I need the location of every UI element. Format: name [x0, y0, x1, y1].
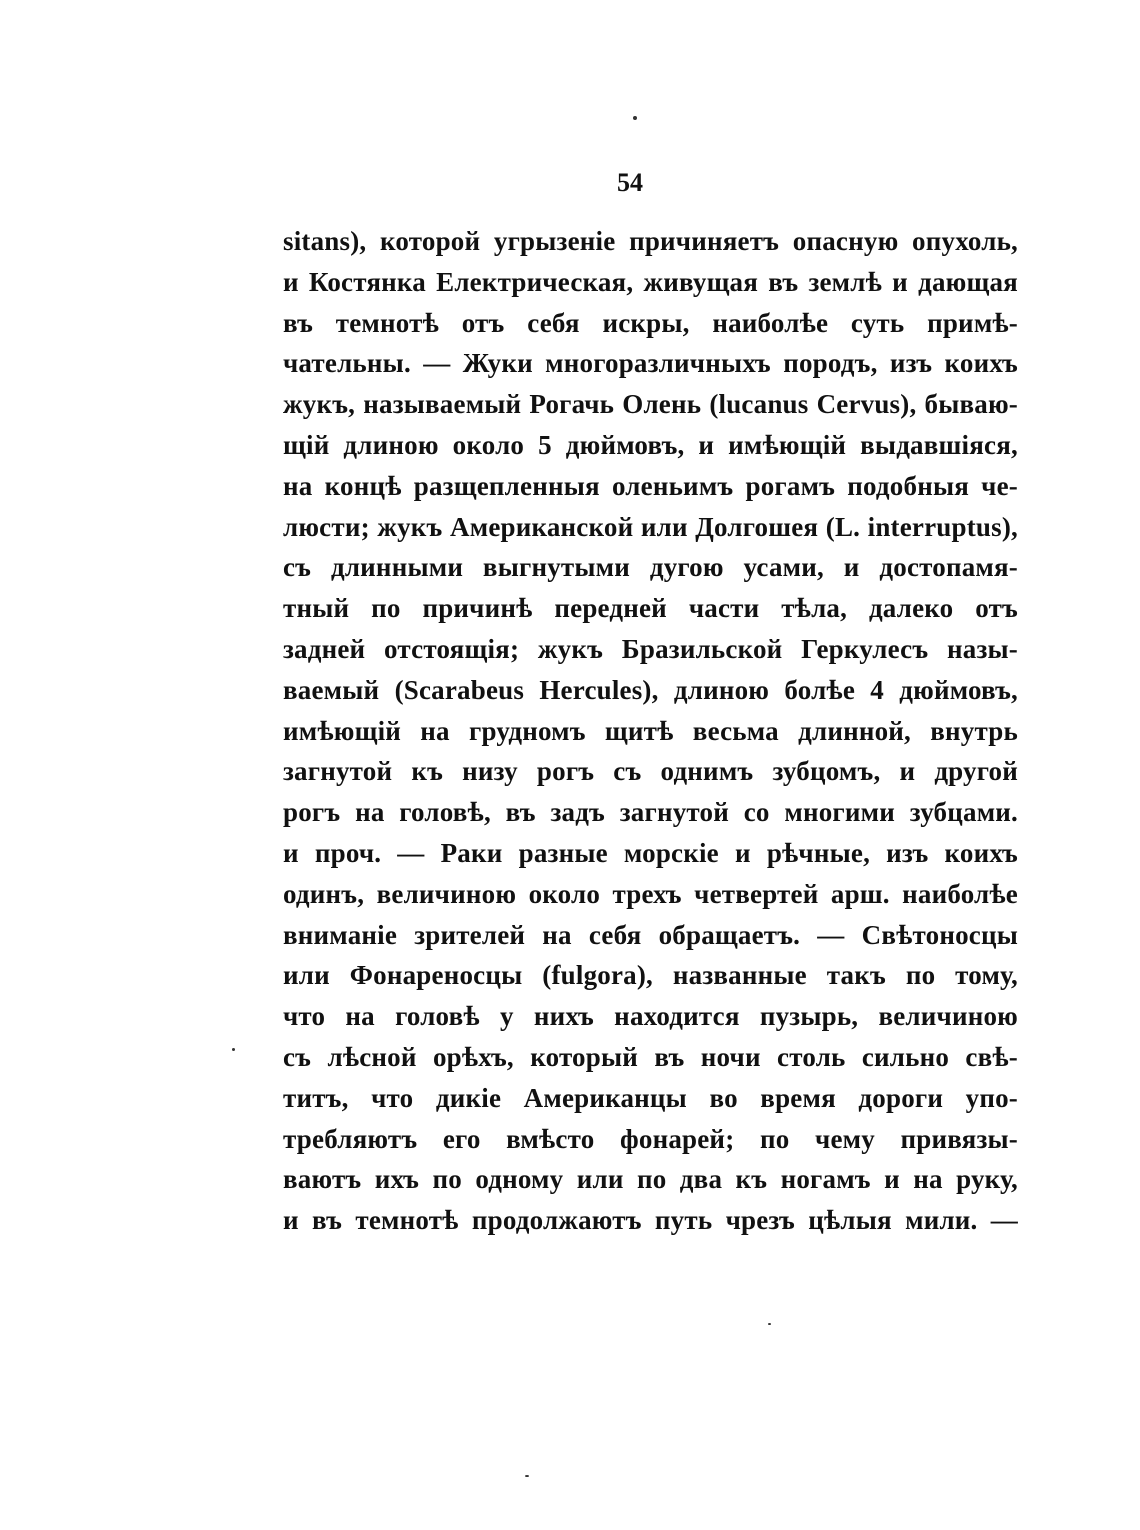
text-line: и въ темнотѣ продолжаютъ путь чрезъ цѣлыя мили. — — [283, 1205, 1018, 1236]
ink-speck — [232, 1048, 235, 1051]
text-line: требляютъ его вмѣсто фонарей; по чему привязы- — [283, 1123, 1018, 1154]
text-line: или Фонареносцы (fulgora), названные такъ по тому, — [283, 960, 1018, 991]
text-line: и Костянка Електрическая, живущая въ землѣ и дающая — [283, 266, 1018, 297]
text-line: ваемый (Scarabeus Hercules), длиною болѣе 4 дюймовъ, — [283, 674, 1018, 705]
text-line: въ темнотѣ отъ себя искры, наиболѣе суть примѣ- — [283, 307, 1018, 338]
text-line: имѣющій на грудномъ щитѣ весьма длинной, внутрь — [283, 715, 1018, 746]
text-line: щій длиною около 5 дюймовъ, и имѣющій выдавшіяся, — [283, 429, 1018, 460]
ink-speck — [768, 1323, 771, 1325]
text-line: что на головѣ у нихъ находится пузырь, величиною — [283, 1001, 1018, 1032]
text-line: sitans), которой угрызеніе причиняетъ опасную опухоль, — [283, 226, 1018, 256]
text-line: рогъ на головѣ, въ задъ загнутой со многими зубцами. — [283, 797, 1018, 828]
text-line: люсти; жукъ Американской или Долгошея (L. interruptus), — [283, 511, 1018, 542]
text-line: ваютъ ихъ по одному или по два къ ногамъ и на руку, — [283, 1164, 1018, 1195]
page-number: 54 — [617, 168, 643, 197]
text-line: съ длинными выгнутыми дугою усами, и достопамя- — [283, 552, 1018, 583]
body-text — [283, 221, 1018, 1241]
text-line: одинъ, величиною около трехъ четвертей арш. наиболѣе — [283, 878, 1018, 909]
text-line: съ лѣсной орѣхъ, который въ ночи столь сильно свѣ- — [283, 1041, 1018, 1072]
ink-speck — [525, 1475, 529, 1477]
text-line: загнутой къ низу рогъ съ однимъ зубцомъ, и другой — [283, 756, 1018, 787]
text-line: чательны. — Жуки многоразличныхъ породъ, изъ коихъ — [283, 348, 1018, 379]
text-line: вниманіе зрителей на себя обращаетъ. — Свѣтоносцы — [283, 919, 1018, 950]
text-line: тный по причинѣ передней части тѣла, далеко отъ — [283, 593, 1018, 624]
text-line: титъ, что дикіе Американцы во время дороги упо- — [283, 1082, 1018, 1113]
text-line: задней отстоящія; жукъ Бразильской Геркулесъ назы- — [283, 633, 1018, 664]
ink-speck — [633, 116, 637, 120]
text-line: жукъ, называемый Рогачь Олень (lucanus Cervus), бываю- — [283, 389, 1018, 420]
text-line: и проч. — Раки разные морскіе и рѣчные, изъ коихъ — [283, 837, 1018, 868]
text-line: на концѣ разщепленныя оленьимъ рогамъ подобныя че- — [283, 470, 1018, 501]
